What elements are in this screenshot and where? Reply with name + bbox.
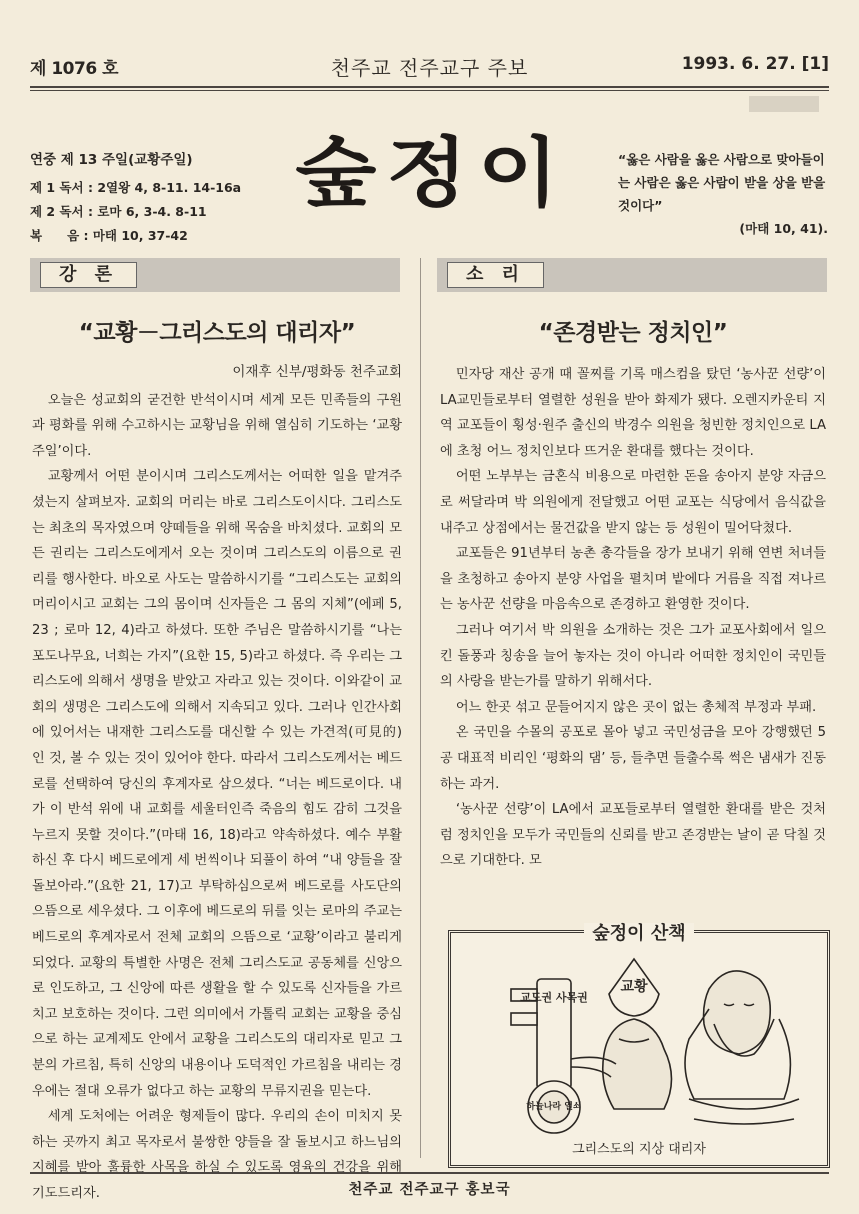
- editorial-paragraph: 민자당 재산 공개 때 꼴찌를 기록 매스컴을 탔던 ‘농사꾼 선량’이 LA교민들로부터 열렬한 성원을 받아 화제가 됐다. 오렌지카운티 지역 교포들이 횡성·원주 출신의 박경수 의원을 청빈한 정치인으로 LA에 초청 어느 정치인보다 뜨거운 환대를 했다는 것이다.: [440, 367, 826, 459]
- issue-number: 제 1076 호: [30, 59, 118, 79]
- homily-section-bar: [30, 258, 400, 292]
- first-reading: 제 1 독서 : 2열왕 4, 8-11. 14-16a: [30, 180, 242, 195]
- cartoon-caption: 그리스도의 지상 대리자: [572, 1142, 706, 1157]
- cartoon-box: [448, 923, 830, 1168]
- editorial-title: “존경받는 정치인”: [538, 320, 728, 346]
- homily-title: “교황－그리스도의 대리자”: [78, 320, 356, 346]
- faded-stamp: [749, 96, 819, 112]
- footer-publisher: 천주교 전주교구 홍보국: [348, 1182, 511, 1198]
- key-ring-label: 하늘나라 열쇠: [526, 1102, 582, 1112]
- editorial-paragraph: 그러나 여기서 박 의원을 소개하는 것은 그가 교포사회에서 일으킨 돌풍과 칭송을 늘어 놓자는 것이 아니라 어떠한 정치인이 국민들의 사랑을 받는가를 말하기 위해서다.: [440, 622, 826, 690]
- cartoon-illustration: [459, 949, 819, 1141]
- column-divider: [420, 258, 421, 1158]
- homily-column: [32, 318, 402, 1207]
- liturgy-readings: [30, 148, 260, 248]
- voice-section-bar: [437, 258, 827, 292]
- editorial-paragraph: 교포들은 91년부터 농촌 총각들을 장가 보내기 위해 연변 처녀들을 초청하고 송아지 분양 사업을 펼치며 밭에다 거름을 직접 져나르는 농사꾼 선량을 마음속으로 존경하고 환영한 것이다.: [440, 546, 826, 613]
- editorial-paragraph: ‘농사꾼 선량’이 LA에서 교포들로부터 열렬한 환대를 받은 것처럼 정치인을 모두가 국민들의 신뢰를 받고 존경받는 날이 곧 닥칠 것으로 기대한다. 모: [440, 802, 826, 869]
- voice-section-label: 소 리: [447, 262, 544, 288]
- key-label: 교도권 사목권: [520, 991, 588, 1004]
- homily-paragraph: 세계 도처에는 어려운 형제들이 많다. 우리의 손이 미치지 못하는 곳까지 최고 목자로서 불쌍한 양들을 잘 돌보시고 하느님의 지혜를 받아 훌륭한 사목을 하실 수 있도록 영육의 건강을 위해 기도드리자.: [32, 1109, 402, 1201]
- homily-paragraph: 오늘은 성교회의 굳건한 반석이시며 세계 모든 민족들의 구원과 평화를 위해 수고하시는 교황님을 위해 열심히 기도하는 ‘교황주일’이다.: [32, 392, 402, 459]
- masthead-motto: [618, 148, 828, 240]
- editorial-paragraph: 어떤 노부부는 금혼식 비용으로 마련한 돈을 송아지 분양 자금으로 써달라며 박 의원에게 전달했고 어떤 교포는 식당에서 음식값을 내주고 상점에서는 물건값을 받지 않는 등 성원이 밀어닥쳤다.: [440, 469, 826, 536]
- second-reading: 제 2 독서 : 로마 6, 3-4. 8-11: [30, 204, 207, 219]
- header-rule: [30, 86, 829, 88]
- masthead-logo: 숲정이: [295, 128, 569, 218]
- header-strip: [30, 52, 829, 82]
- liturgical-sunday: 연중 제 13 주일(교황주일): [30, 152, 193, 168]
- editorial-paragraph: 온 국민을 수몰의 공포로 몰아 넣고 국민성금을 모아 강행했던 5공 대표적 비리인 ‘평화의 댐’ 등, 들추면 들출수록 썩은 냄새가 진동하는 과거.: [440, 725, 826, 792]
- paper-title: 천주교 전주교구 주보: [330, 56, 529, 80]
- header-rule-thin: [30, 90, 829, 91]
- gospel-reading: 복 음 : 마태 10, 37-42: [30, 228, 188, 243]
- footer-rule: [30, 1172, 829, 1174]
- homily-byline: 이재후 신부/평화동 천주교회: [232, 364, 402, 380]
- editorial-column: [440, 318, 826, 874]
- mitre-label: 교황: [620, 979, 648, 995]
- homily-paragraph: 교황께서 어떤 분이시며 그리스도께서는 어떠한 일을 맡겨주셨는지 살펴보자. 교회의 머리는 바로 그리스도이시다. 그리스도는 최초의 목자였으며 양떼들을 위해 목숨을 바치셨다. 교회의 모든 권리는 그리스도에게서 오는 것이며 그리스도의 이름으로 권리를 행사한다. 바오로 사도는 말씀하시기를 “그리스도는 교회의 머리이시고 교회는 그의 몸이며 신자들은 그 몸의 지체”(에페 5, 23 ; 로마 12, 4)라고 하셨다. 또한 주님은 말씀하시기를 “나는 포도나무요, 너희는 가지”(요한 15, 5)라고 하셨다. 즉 우리는 그리스도에 의해서 생명을 받았고 자라고 있는 것이다. 이와같이 교회의 생명은 그리스도에 의해서 지속되고 있다. 그러나 인간사회에 있어서는 내재한 그리스도를 대신할 수 있는 가견적(可見的)인 것, 볼 수 있는 것이 있어야 한다. 따라서 그리스도께서는 베드로를 선택하여 당신의 후계자로 삼으셨다. “너는 베드로이다. 내가 이 반석 위에 내 교회를 세울터인즉 죽음의 힘도 감히 그것을 누르지 못할 것이다.”(마태 16, 18)라고 약속하셨다. 예수 부활하신 후 다시 베드로에게 세 번씩이나 되풀이 하여 “내 양들을 잘 돌보아라.”(요한 21, 17)고 부탁하심으로써 베드로를 사도단의 으뜸으로 세우셨다. 그 이후에 베드로의 뒤를 잇는 로마의 주교는 베드로의 후계자로서 전체 교회의 으뜸으로 ‘교황’이라고 불리게 되었다. 교황의 특별한 사명은 전체 그리스도교 공동체를 신앙으로 인도하고, 그 신앙에 따른 생활을 할 수 있도록 신자들을 가르치고 보호하는 것이다. 그런 의미에서 가톨릭 교회는 교황을 중심으로 하는 교계제도 안에서 교황을 그리스도의 대리자로 믿고 그분의 가르침, 특히 신앙의 내용이나 도덕적인 가르침을 내리는 경우에는 절대 오류가 없다고 하는 교황의 무류지권을 믿는다.: [32, 469, 403, 1099]
- editorial-paragraph: 어느 한곳 섞고 문들어지지 않은 곳이 없는 총체적 부정과 부패.: [455, 699, 817, 715]
- motto-citation: (마태 10, 41).: [739, 221, 828, 236]
- homily-section-label: 강 론: [40, 262, 137, 288]
- cartoon-title: 숲정이 산책: [584, 923, 693, 944]
- issue-date: 1993. 6. 27. [1]: [681, 54, 829, 74]
- motto-text: “옳은 사람을 옳은 사람으로 맞아들이는 사람은 옳은 사람이 받을 상을 받을 것이다”: [618, 152, 826, 213]
- cartoon-title-wrap: [451, 919, 827, 945]
- christ-figure-icon: [685, 971, 799, 1124]
